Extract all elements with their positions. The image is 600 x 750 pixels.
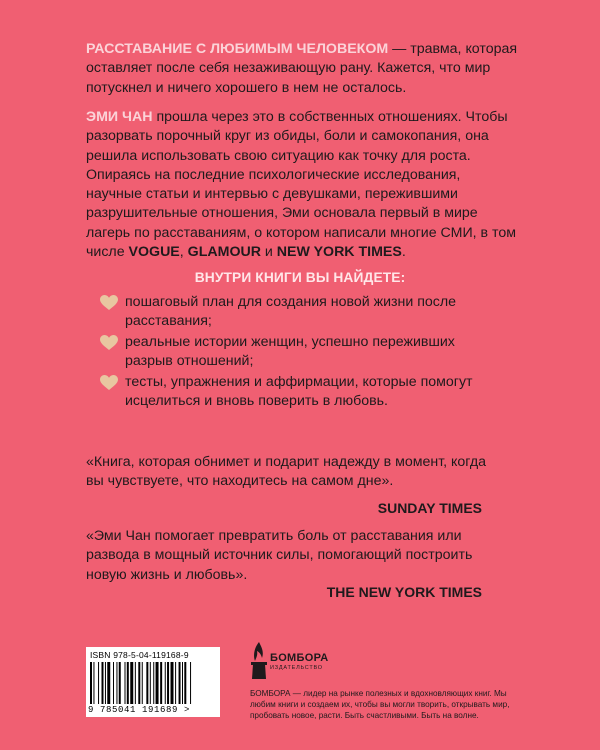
barcode-bar [184,662,186,704]
barcode-bars [90,662,214,704]
author-paragraph [86,108,518,262]
media-vogue: VOGUE [128,244,180,261]
media-glamour: GLAMOUR [187,244,261,261]
author-end: . [401,244,406,261]
barcode-bar [98,662,99,704]
publisher-desc-lead: БОМБОРА [250,689,291,698]
author-text: прошла через это в собственных отношениях. Чтобы разорвать порочный круг из обиды, боли и самокопания, она решила использовать свою ситуацию как точку для роста. Опираясь на последние психологические исследования, научные статьи и интервью с девушками, пережившими разрушительные отношения, Эми основала первый в мире лагерь по расставаниям, о котором написали многие СМИ, в том числе [86,109,517,261]
barcode-bar [127,662,129,704]
barcode-bar [116,662,117,704]
list-item-text: реальные истории женщин, успешно переживших разрыв отношений; [125,334,455,370]
heart-icon [100,295,118,311]
barcode-bar [130,662,133,704]
barcode-bar [190,662,191,704]
barcode-bar [150,662,151,704]
barcode-digits: 9 785041 191689 > [88,705,191,715]
barcode-bar [160,662,162,704]
publisher-description [250,688,520,721]
barcode-bar [171,662,174,704]
review-source: SUNDAY TIMES [377,500,482,516]
heart-icon [100,335,118,351]
barcode-bar [105,662,106,704]
heart-icon [100,375,118,391]
media-sep-2: и [260,244,277,261]
publisher-subtitle: ИЗДАТЕЛЬСТВО [270,665,323,671]
media-sep-1: , [179,244,188,261]
barcode-bar [182,662,183,704]
publisher-logo-icon [250,640,268,680]
barcode-bar [153,662,154,704]
intro-text: — травма, которая оставляет после себя незаживающую рану. Кажется, что мир потускнел и ничего хорошего в нем не осталось. [86,41,518,96]
barcode-bar [90,662,92,704]
barcode-bar [125,662,126,704]
barcode-bar [138,662,140,704]
list-item-text: тесты, упражнения и аффирмации, которые помогут исцелиться и вновь поверить в любовь. [125,374,473,410]
review-source: THE NEW YORK TIMES [326,584,482,600]
review-quote: «Эми Чан помогает превратить боль от расставания или развода в мощный источник силы, помогающий построить новую жизнь и любовь». [86,528,473,583]
barcode-bar [179,662,181,704]
barcode-bar [93,662,94,704]
barcode-bar [113,662,114,704]
barcode-bar [107,662,110,704]
publisher-name: БОМБОРА [270,652,329,664]
intro-lead: РАССТАВАНИЕ С ЛЮБИМЫМ ЧЕЛОВЕКОМ [86,41,389,57]
barcode-bar [119,662,121,704]
publisher-desc-text: — лидер на рынке полезных и вдохновляющих книг. Мы любим книги и создаем их, чтобы вы могли творить, открывать мир, пробовать новое, расти. Быть счастливыми. Быть на волне. [250,689,510,720]
barcode-bar [135,662,136,704]
barcode-bar [156,662,159,704]
barcode-bar [165,662,166,704]
barcode-bar [146,662,148,704]
review-quote: «Книга, которая обнимет и подарит надежду в момент, когда вы чувствуете, что находитесь на самом дне». [86,454,486,490]
media-nyt: NEW YORK TIMES [276,244,402,261]
barcode-bar [102,662,104,704]
inside-title: ВНУТРИ КНИГИ ВЫ НАЙДЕТЕ: [194,270,406,285]
barcode [86,647,220,717]
barcode-bar [167,662,169,704]
barcode-bar [175,662,176,704]
author-name: ЭМИ ЧАН [86,109,153,125]
barcode-bar [142,662,143,704]
isbn-number: ISBN 978-5-04-119168-9 [90,650,189,660]
intro-paragraph [86,40,518,98]
list-item-text: пошаговый план для создания новой жизни после расставания; [125,294,457,330]
